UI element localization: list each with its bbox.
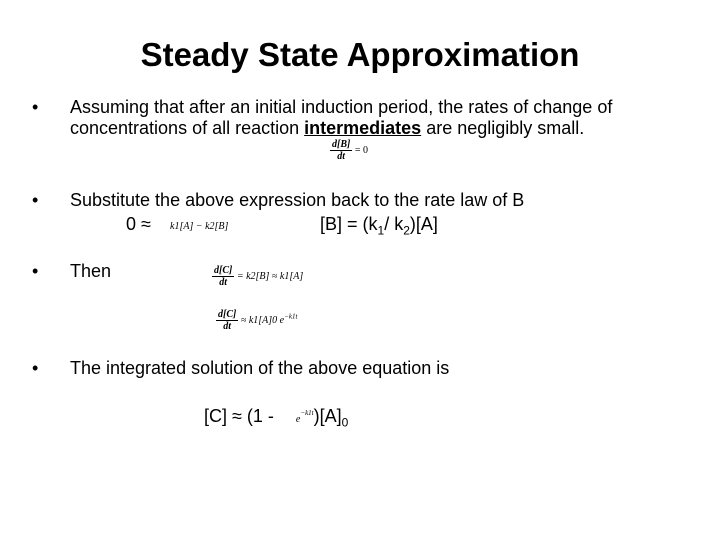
result-text: )[A] [409,214,438,234]
solution-subscript: 0 [341,415,349,430]
exp-base: e [295,414,301,425]
integrated-solution [204,406,348,430]
fraction [216,309,238,332]
result-text: / k [384,214,404,234]
bullet-dot: • [32,358,39,378]
steady-state-B-result [320,214,438,238]
fraction-numerator: d[C] [218,309,237,320]
fraction-denominator: dt [223,321,232,332]
bullet-1-text-post: are negligibly small. [421,118,585,138]
rate-expression: k1[A] − k2[B] [170,221,229,232]
exponent: −k1t [284,312,298,321]
bullet-dot: • [32,97,39,117]
fraction [330,139,352,162]
equation-dC-dt-1 [212,265,303,288]
bullet-2-text: Substitute the above expression back to the rate law of B [70,190,525,210]
equation-dB-dt [330,139,368,162]
bullet-dot: • [32,261,39,281]
bullet-1-text-pre: concentrations of all reaction [70,118,305,138]
bullet-3-text: Then [70,261,112,281]
equation-rhs: = 0 [354,144,368,156]
result-subscript: 2 [403,223,410,238]
equation-dC-dt-2 [216,309,297,332]
fraction-denominator: dt [219,277,228,288]
exp-exponent: −k1t [300,409,314,417]
fraction-numerator: d[C] [214,265,233,276]
bullet-1-line-1: Assuming that after an initial induction period, the rates of change of [70,97,613,117]
fraction [212,265,234,288]
slide-title: Steady State Approximation [140,36,580,73]
approx-zero: 0 ≈ [126,214,151,234]
fraction-denominator: dt [337,151,346,162]
equation-rhs: ≈ k1[A]0 e [240,314,285,326]
equation-rhs: = k2[B] ≈ k1[A] [236,270,304,282]
fraction-numerator: d[B] [332,139,351,150]
solution-text: )[A] [313,406,342,426]
result-text: [B] = (k [320,214,378,234]
bullet-1-line-2 [70,118,584,139]
result-subscript: 1 [377,223,385,238]
bullet-dot: • [32,190,39,210]
solution-text: [C] ≈ (1 - [204,406,274,426]
bullet-4-text: The integrated solution of the above equation is [70,358,450,378]
intermediates-emphasis: intermediates [304,118,422,138]
